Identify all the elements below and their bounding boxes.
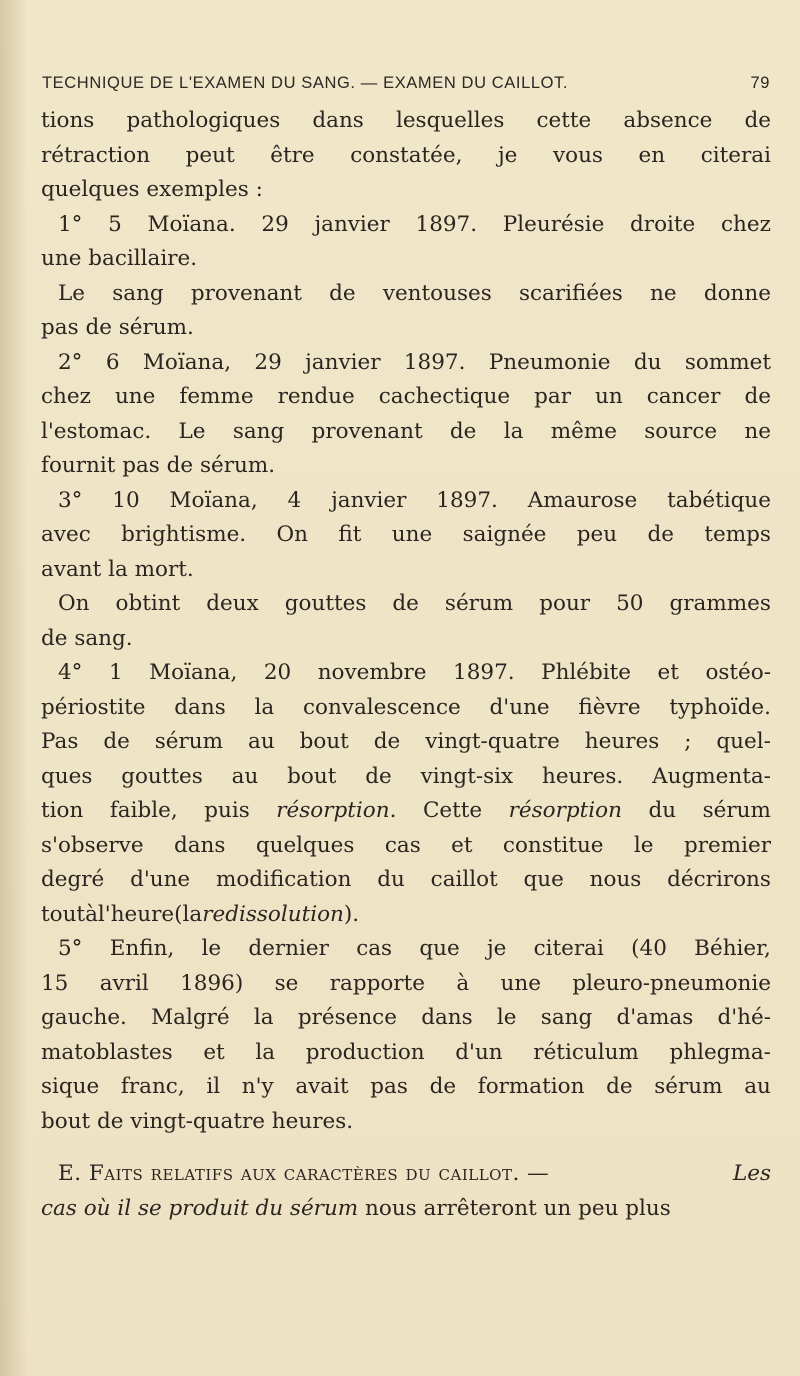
section-line-rest: nous arrêteront un peu plus bbox=[365, 1195, 671, 1221]
running-title: TECHNIQUE DE L'EXAMEN DU SANG. — EXAMEN DU CAILLOT. bbox=[42, 74, 569, 92]
body-text bbox=[41, 104, 771, 1226]
text-line-with-italic bbox=[41, 898, 771, 933]
text-line: pas de sérum. bbox=[41, 315, 194, 340]
word: (la bbox=[174, 901, 203, 927]
section-heading-line bbox=[41, 1157, 771, 1192]
section-italic-start: Les bbox=[732, 1161, 771, 1186]
text-line: chez une femme rendue cachectique par un cancer de bbox=[41, 384, 771, 409]
text-line: 1° 5 Moïana. 29 janvier 1897. Pleurésie droite chez bbox=[58, 211, 771, 237]
word: à bbox=[85, 901, 98, 927]
text-line: de sang. bbox=[41, 625, 133, 651]
text-line: quelques exemples : bbox=[41, 177, 263, 202]
section-heading: E. Faits relatifs aux caractères du caillot. — bbox=[58, 1161, 550, 1186]
word: résorption bbox=[508, 798, 622, 823]
word: puis bbox=[204, 798, 250, 823]
text-line: avant la mort. bbox=[41, 556, 194, 582]
text-line: gauche. Malgré la présence dans le sang d'amas d'hé- bbox=[41, 1005, 771, 1030]
text-line: On obtint deux gouttes de sérum pour 50 grammes bbox=[58, 591, 771, 616]
text-line: 2° 6 Moïana, 29 janvier 1897. Pneumonie du sommet bbox=[58, 349, 771, 375]
page-number: 79 bbox=[750, 74, 770, 92]
text-line: 15 avril 1896) se rapporte à une pleuro-pneumonie bbox=[41, 970, 771, 996]
text-line: ques gouttes au bout de vingt-six heures. Augmenta- bbox=[41, 763, 771, 789]
text-line: périostite dans la convalescence d'une fièvre typhoïde. bbox=[41, 694, 771, 720]
word: du bbox=[648, 798, 677, 823]
text-line: bout de vingt-quatre heures. bbox=[41, 1108, 354, 1134]
word: Cette bbox=[422, 798, 483, 823]
text-line: tions pathologiques dans lesquelles cette absence de bbox=[41, 108, 771, 133]
text-line: 5° Enfin, le dernier cas que je citerai (40 Béhier, bbox=[58, 936, 771, 961]
text-line: l'estomac. Le sang provenant de la même source ne bbox=[41, 418, 771, 444]
word: l'heure bbox=[97, 901, 175, 927]
text-line: 3° 10 Moïana, 4 janvier 1897. Amaurose tabétique bbox=[58, 487, 771, 513]
text-line-with-italic bbox=[41, 794, 771, 829]
section-italic-phrase: cas où il se produit du sérum bbox=[41, 1195, 359, 1221]
text-line: Pas de sérum au bout de vingt-quatre heures ; quel- bbox=[41, 729, 771, 754]
text-line: Le sang provenant de ventouses scarifiées ne donne bbox=[58, 280, 771, 306]
text-line: avec brightisme. On fit une saignée peu de temps bbox=[41, 522, 771, 547]
text-line: rétraction peut être constatée, je vous en citerai bbox=[41, 142, 771, 168]
word: tion bbox=[41, 798, 84, 823]
running-header bbox=[42, 74, 770, 93]
word: sérum bbox=[702, 798, 771, 823]
text-line: s'observe dans quelques cas et constitue le premier bbox=[41, 832, 771, 858]
word: redissolution). bbox=[202, 901, 360, 927]
word: tout bbox=[41, 901, 86, 927]
word: faible, bbox=[109, 798, 178, 823]
text-line: degré d'une modification du caillot que nous décrirons bbox=[41, 867, 771, 892]
word: résorption. bbox=[276, 798, 397, 823]
text-line: sique franc, il n'y avait pas de formation de sérum au bbox=[41, 1074, 771, 1099]
text-line: fournit pas de sérum. bbox=[41, 453, 276, 478]
text-line: 4° 1 Moïana, 20 novembre 1897. Phlébite et ostéo- bbox=[58, 660, 771, 685]
text-line: une bacillaire. bbox=[41, 246, 198, 271]
section-line-2 bbox=[41, 1192, 771, 1227]
text-line: matoblastes et la production d'un réticulum phlegma- bbox=[41, 1039, 771, 1065]
